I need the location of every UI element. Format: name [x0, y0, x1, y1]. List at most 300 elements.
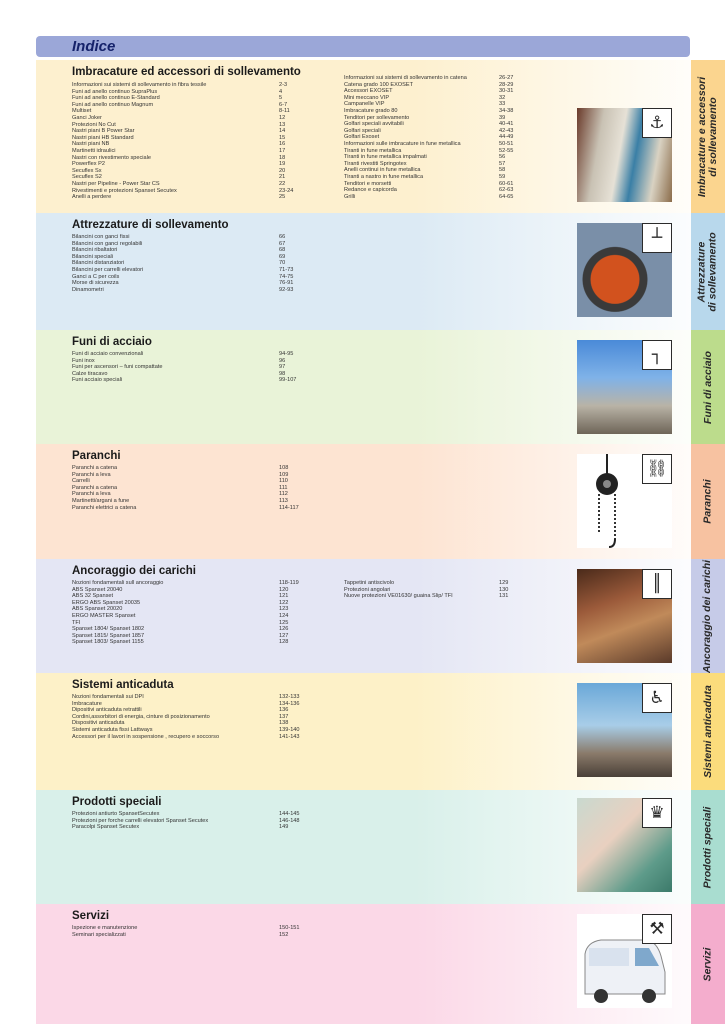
- index-entry[interactable]: [72, 274, 329, 281]
- index-entry-page: 94-95: [279, 351, 294, 357]
- index-entry[interactable]: [72, 824, 329, 831]
- index-entry-label: Dispositivi anticaduta: [72, 720, 125, 727]
- index-entry-page: 18: [279, 154, 286, 161]
- section-side-tab[interactable]: [691, 559, 725, 673]
- index-section: [36, 444, 725, 559]
- index-entry[interactable]: [344, 148, 549, 155]
- index-entry-page: 50-51: [499, 140, 514, 147]
- index-entry-label: Anelli a perdere: [72, 194, 112, 201]
- index-entry[interactable]: [72, 247, 329, 254]
- section-title: Attrezzature di sollevamento: [72, 219, 229, 231]
- index-entry-page: 42-43: [499, 127, 514, 134]
- index-entry-page: 128: [279, 639, 289, 646]
- index-entry-page: 56: [499, 154, 506, 161]
- index-entry-label: Protezioni No Cut: [72, 121, 116, 128]
- index-entry[interactable]: [72, 485, 329, 492]
- index-entry[interactable]: [344, 194, 549, 201]
- index-entry-page: 8-11: [279, 108, 290, 115]
- index-entry-page: 122: [279, 599, 289, 606]
- index-entry[interactable]: [72, 932, 329, 939]
- index-entry-list: [72, 694, 329, 740]
- index-entry-label: Nuove protezioni VE01630/ guaina Slip/ TFI: [344, 593, 453, 600]
- index-entry-page: 141-143: [279, 733, 300, 740]
- index-entry-label: Tiranti in fune metallica: [344, 147, 402, 154]
- index-entry-label: Funi ad anello continuo SupraPlus: [72, 88, 158, 95]
- index-entry[interactable]: [344, 128, 549, 135]
- index-entry-label: Campanelle VIP: [344, 101, 385, 108]
- index-entry-page: 134-136: [279, 700, 300, 707]
- index-entry-label: Golfari Exoset: [344, 134, 380, 141]
- index-entry-page: 17: [279, 147, 286, 154]
- index-entry-page: 124: [279, 612, 289, 619]
- index-section: [36, 330, 725, 444]
- index-entry-label: Spanset 1815/ Spanset 1857: [72, 632, 145, 639]
- index-entry-page: 25: [279, 194, 286, 201]
- index-entry[interactable]: [72, 734, 329, 741]
- index-entry-list: [72, 351, 329, 384]
- index-entry[interactable]: [72, 181, 329, 188]
- index-entry-page: 40-41: [499, 121, 514, 128]
- index-entry[interactable]: [72, 102, 329, 109]
- index-entry-label: Spanset 1803/ Spanset 1155: [72, 639, 144, 646]
- index-entry-label: Dinamometri: [72, 286, 104, 293]
- index-entry[interactable]: [344, 167, 549, 174]
- index-entry-page: 129: [499, 580, 509, 586]
- index-entry-label: Nozioni fondamentali sull ancoraggio: [72, 580, 164, 586]
- index-entry-label: Protezioni per forche carrelli elevatori Spanset Secutex: [72, 817, 209, 824]
- chain-hoist-photo: [577, 454, 672, 548]
- index-entry[interactable]: [72, 639, 329, 646]
- index-entry[interactable]: [72, 108, 329, 115]
- index-entry-list: [72, 82, 329, 201]
- index-entry[interactable]: [72, 371, 329, 378]
- index-entry-label: Nastri piani NB: [72, 141, 110, 148]
- index-entry[interactable]: [72, 491, 329, 498]
- index-entry-page: 67: [279, 240, 286, 247]
- index-entry-list: [72, 234, 329, 293]
- index-entry[interactable]: [344, 161, 549, 168]
- index-entry[interactable]: [344, 187, 549, 194]
- index-entry-page: 39: [499, 114, 506, 121]
- index-entry-label: Bilancini ribaltatori: [72, 247, 118, 254]
- index-entry-label: Ispezione e manutenzione: [72, 925, 138, 931]
- index-entry-page: 138: [279, 720, 289, 727]
- index-entry-label: TFI: [72, 619, 81, 626]
- index-entry-label: Martinetti idraulici: [72, 147, 116, 154]
- crane-icon: ┐: [642, 340, 672, 370]
- index-entry-label: Dipositivi anticaduta retrattili: [72, 707, 142, 714]
- index-entry-page: 71-73: [279, 266, 294, 273]
- index-entry-label: Tenditori per sollevamento: [344, 114, 410, 121]
- index-entry-page: 70: [279, 260, 286, 267]
- index-entry-label: Tiranti rivestiti Springotex: [344, 160, 407, 167]
- index-entry[interactable]: [72, 707, 329, 714]
- index-entry[interactable]: [72, 478, 329, 485]
- index-entry[interactable]: [72, 600, 329, 607]
- index-entry[interactable]: [344, 134, 549, 141]
- index-entry-label: Redance e capicorda: [344, 187, 397, 194]
- index-entry-page: 126: [279, 626, 289, 633]
- index-entry-label: Rivestimenti e protezioni Spanset Secutex: [72, 187, 177, 194]
- index-entry-list: [72, 925, 329, 938]
- index-entry[interactable]: [72, 613, 329, 620]
- index-entry[interactable]: [72, 505, 329, 512]
- index-entry-page: 98: [279, 370, 286, 377]
- index-entry[interactable]: [72, 89, 329, 96]
- index-entry[interactable]: [344, 181, 549, 188]
- index-entry-page: 111: [279, 484, 288, 491]
- cargo-lashing-photo: [577, 569, 672, 663]
- index-entry-label: Paracolpi Spanset Secutex: [72, 824, 140, 831]
- index-entry[interactable]: [72, 148, 329, 155]
- index-entry[interactable]: [72, 580, 329, 587]
- index-entry-page: 76-91: [279, 280, 294, 287]
- index-entry[interactable]: [72, 593, 329, 600]
- index-entry-label: Golfari speciali avvitabili: [344, 121, 404, 128]
- index-entry[interactable]: [72, 351, 329, 358]
- index-entry[interactable]: [72, 174, 329, 181]
- index-entry[interactable]: [72, 287, 329, 294]
- index-entry[interactable]: [344, 174, 549, 181]
- index-entry[interactable]: [72, 498, 329, 505]
- index-entry-label: Tenditori e morsetti: [344, 180, 392, 187]
- index-entry[interactable]: [72, 115, 329, 122]
- index-entry-label: Imbracature: [72, 700, 102, 707]
- index-entry-label: ABS Spanset 20020: [72, 606, 123, 613]
- index-section: [36, 60, 725, 213]
- index-entry-label: Catena grado 100 EXOSET: [344, 81, 414, 88]
- index-entry-label: Golfari speciali: [344, 127, 381, 134]
- index-entry-page: 130: [499, 586, 509, 593]
- index-entry-label: Informazioni sulle imbracature in fune metallica: [344, 140, 461, 147]
- index-entry-label: Bilancini speciali: [72, 253, 114, 260]
- index-entry[interactable]: [72, 701, 329, 708]
- index-entry-label: Bilancini con ganci regolabili: [72, 240, 143, 247]
- top-hat-icon: ♛: [642, 798, 672, 828]
- index-entry-label: Nastri per Pipeline - Power Star CS: [72, 180, 160, 187]
- index-entry-label: Paranchi a leva: [72, 491, 111, 498]
- index-entry[interactable]: [72, 254, 329, 261]
- index-entry-page: 113: [279, 497, 288, 504]
- lashing-icon: ║: [642, 569, 672, 599]
- spreader-beam-icon: ┴: [642, 223, 672, 253]
- index-entry[interactable]: [344, 115, 549, 122]
- index-entry-page: 150-151: [279, 925, 300, 931]
- index-entry[interactable]: [72, 633, 329, 640]
- index-entry[interactable]: [72, 925, 329, 932]
- index-entry-label: Accessori EXOSET: [344, 88, 393, 95]
- page-title: Indice: [72, 38, 116, 55]
- index-entry[interactable]: [72, 587, 329, 594]
- index-entry[interactable]: [72, 141, 329, 148]
- index-entry-page: 69: [279, 253, 286, 260]
- index-entry-page: 127: [279, 632, 289, 639]
- index-entry-label: Paranchi elettrici a catena: [72, 504, 137, 511]
- index-entry[interactable]: [72, 161, 329, 168]
- index-entry[interactable]: [72, 188, 329, 195]
- index-entry-page: 2-3: [279, 82, 288, 88]
- index-entry-label: ABS 32 Spanset: [72, 593, 114, 600]
- index-entry-label: Grilli: [344, 193, 356, 200]
- index-entry-label: Funi acciaio speciali: [72, 377, 123, 384]
- index-entry-page: 22: [279, 180, 286, 187]
- index-entry-page: 68: [279, 247, 286, 254]
- index-entry-label: Nastri con rivestimento speciale: [72, 154, 151, 161]
- index-entry-page: 4: [279, 88, 283, 95]
- section-title: Prodotti speciali: [72, 796, 162, 808]
- index-entry-label: Funi inox: [72, 357, 95, 364]
- index-entry[interactable]: [344, 154, 549, 161]
- index-entry[interactable]: [344, 108, 549, 115]
- hoist-icon: ⛓: [642, 454, 672, 484]
- index-entry[interactable]: [72, 727, 329, 734]
- index-entry-label: Nozioni fondamentali sui DPI: [72, 694, 144, 700]
- section-side-tab[interactable]: [691, 790, 725, 904]
- index-entry[interactable]: [72, 82, 329, 89]
- index-entry-page: 110: [279, 478, 288, 485]
- index-entry-page: 108: [279, 465, 289, 471]
- index-entry-page: 6-7: [279, 101, 288, 108]
- index-entry-page: 149: [279, 824, 289, 831]
- section-side-tab[interactable]: [691, 904, 725, 1024]
- section-side-tab-label: Paranchi: [701, 479, 714, 524]
- index-entry[interactable]: [344, 82, 549, 89]
- index-entry[interactable]: [72, 155, 329, 162]
- index-entry-list: [344, 580, 549, 600]
- index-entry[interactable]: [72, 260, 329, 267]
- index-entry[interactable]: [344, 88, 549, 95]
- index-entry[interactable]: [72, 358, 329, 365]
- index-entry[interactable]: [72, 135, 329, 142]
- section-side-tab-label: Prodotti speciali: [701, 806, 714, 888]
- index-entry-page: 96: [279, 357, 286, 364]
- index-entry-label: Funi di acciaio convenzionali: [72, 351, 144, 357]
- index-entry-page: 15: [279, 134, 286, 141]
- section-side-tab-label: Ancoraggio dei carichi: [701, 559, 714, 673]
- index-entry[interactable]: [72, 194, 329, 201]
- index-entry[interactable]: [72, 95, 329, 102]
- index-entry-page: 57: [499, 160, 506, 167]
- index-entry-page: 136: [279, 707, 289, 714]
- index-entry-page: 16: [279, 141, 286, 148]
- index-entry[interactable]: [72, 377, 329, 384]
- index-entry-page: 62-63: [499, 187, 514, 194]
- index-entry-label: Secuflex S2: [72, 174, 102, 181]
- index-entry[interactable]: [72, 694, 329, 701]
- section-title: Servizi: [72, 910, 110, 922]
- section-title: Funi di acciaio: [72, 336, 152, 348]
- index-entry[interactable]: [72, 267, 329, 274]
- index-entry-label: Ganci Joker: [72, 114, 102, 121]
- section-title: Imbracature ed accessori di sollevamento: [72, 66, 301, 78]
- index-entry-label: ABS Spanset 20040: [72, 586, 123, 593]
- index-entry-page: 32: [499, 94, 506, 101]
- index-entry-label: Funi ad anello continuo E-Standard: [72, 95, 160, 102]
- index-entry-label: Funi ad anello continuo Magnum: [72, 101, 154, 108]
- index-entry-label: Imbracature grado 80: [344, 107, 398, 114]
- index-entry-label: Multiset: [72, 108, 92, 115]
- index-entry-page: 114-117: [279, 504, 299, 511]
- index-entry[interactable]: [344, 141, 549, 148]
- index-entry[interactable]: [72, 606, 329, 613]
- index-entry[interactable]: [72, 626, 329, 633]
- index-entry-label: Nastri piani B Power Star: [72, 128, 135, 135]
- index-entry-label: Informazioni sui sistemi di sollevamento in fibra tessile: [72, 82, 207, 88]
- index-entry-page: 109: [279, 471, 289, 478]
- index-entry-label: Bilancini con ganci fissi: [72, 234, 130, 240]
- index-entry[interactable]: [344, 95, 549, 102]
- index-entry[interactable]: [72, 241, 329, 248]
- index-entry-label: Protezioni angolari: [344, 586, 391, 593]
- section-side-tab[interactable]: [691, 673, 725, 790]
- index-entry-label: Tiranti a nastro in fune metallica: [344, 173, 424, 180]
- service-van-photo: [577, 914, 672, 1008]
- index-entry-page: 20: [279, 167, 286, 174]
- index-entry-page: 26-27: [499, 75, 514, 81]
- index-entry-label: Mini meccano VIP: [344, 94, 390, 101]
- index-entry-page: 144-145: [279, 811, 300, 817]
- index-entry-label: Sistemi anticaduta fissi Lattways: [72, 726, 153, 733]
- index-entry[interactable]: [72, 472, 329, 479]
- index-entry-page: 28-29: [499, 81, 514, 88]
- index-entry[interactable]: [72, 818, 329, 825]
- index-entry[interactable]: [72, 364, 329, 371]
- index-entry-label: Funi per ascensori – funi compattate: [72, 364, 163, 371]
- index-section: [36, 673, 725, 790]
- construction-crane-photo: [577, 340, 672, 434]
- section-title: Ancoraggio dei carichi: [72, 565, 196, 577]
- index-entry-page: 19: [279, 161, 286, 168]
- index-entry[interactable]: [72, 465, 329, 472]
- index-entry-page: 64-65: [499, 193, 514, 200]
- index-entry-page: 66: [279, 234, 286, 240]
- section-title: Sistemi anticaduta: [72, 679, 174, 691]
- index-entry-page: 21: [279, 174, 286, 181]
- section-side-tab-label: Funi di acciaio: [701, 350, 714, 424]
- index-entry-label: Morse di sicurezza: [72, 280, 119, 287]
- index-title-bar: [36, 36, 690, 57]
- index-entry-list: [344, 75, 549, 200]
- index-entry-label: Bilancini distanziatori: [72, 260, 125, 267]
- hook-icon: ⚓: [642, 108, 672, 138]
- index-entry-page: 33: [499, 101, 506, 108]
- protective-sleeve-photo: [577, 798, 672, 892]
- index-entry-page: 14: [279, 128, 286, 135]
- index-entry[interactable]: [72, 280, 329, 287]
- index-entry[interactable]: [72, 714, 329, 721]
- index-entry-page: 23-24: [279, 187, 294, 194]
- index-entry-page: 137: [279, 713, 289, 720]
- index-entry[interactable]: [72, 168, 329, 175]
- index-entry-label: Informazioni sui sistemi di sollevamento in catena: [344, 75, 467, 81]
- index-entry-label: Seminari specializzati: [72, 931, 126, 938]
- section-side-tab-label: Imbracature e accessori di sollevamento: [696, 76, 719, 197]
- index-entry-label: Nastri piani HB Standard: [72, 134, 134, 141]
- index-entry-page: 5: [279, 95, 283, 102]
- index-section: [36, 790, 725, 904]
- index-section: [36, 559, 725, 673]
- index-entry-label: Ganci a C per coils: [72, 273, 120, 280]
- index-entry-label: Cordini,assorbitori di energia, cinture di posizionamento: [72, 713, 210, 720]
- index-entry-page: 12: [279, 114, 286, 121]
- section-side-tab[interactable]: [691, 60, 725, 213]
- index-entry-page: 139-140: [279, 726, 300, 733]
- index-entry-page: 34-38: [499, 107, 514, 114]
- section-side-tab-label: Sistemi anticaduta: [701, 685, 714, 778]
- index-entry-label: Carrelli: [72, 478, 90, 485]
- index-entry[interactable]: [72, 811, 329, 818]
- index-entry[interactable]: [344, 121, 549, 128]
- section-side-tab[interactable]: [691, 330, 725, 444]
- lifting-clamp-photo: [577, 223, 672, 317]
- index-entry-label: Martinetti/argani a fune: [72, 497, 130, 504]
- index-entry-list: [72, 580, 329, 646]
- index-entry-page: 131: [499, 593, 509, 600]
- index-entry-label: Bilancini per carrelli elevatori: [72, 266, 144, 273]
- index-entry-page: 58: [499, 167, 506, 174]
- index-entry-page: 74-75: [279, 273, 294, 280]
- tools-icon: ⚒: [642, 914, 672, 944]
- index-entry-label: Paranchi a catena: [72, 484, 118, 491]
- index-entry-label: ERGO ABS Spanset 20035: [72, 599, 141, 606]
- index-entry-label: Tappetini antiscivolo: [344, 580, 395, 586]
- index-entry[interactable]: [72, 234, 329, 241]
- index-entry-label: ERGO MASTER Spanset: [72, 612, 136, 619]
- harness-worker-photo: [577, 683, 672, 777]
- index-entry-page: 152: [279, 931, 289, 938]
- webbing-slings-photo: [577, 108, 672, 202]
- index-entry-label: Paranchi a catena: [72, 465, 118, 471]
- index-entry[interactable]: [344, 580, 549, 587]
- index-entry-page: 146-148: [279, 817, 300, 824]
- index-entry[interactable]: [72, 122, 329, 129]
- index-entry-list: [72, 811, 329, 831]
- index-entry[interactable]: [344, 101, 549, 108]
- index-entry-label: Secuflex Sx: [72, 167, 102, 174]
- index-entry-list: [72, 465, 329, 511]
- index-entry-page: 52-55: [499, 147, 514, 154]
- index-entry-label: Paranchi a leva: [72, 471, 111, 478]
- index-entry-label: Spanset 1804/ Spanset 1802: [72, 626, 145, 633]
- index-entry[interactable]: [344, 587, 549, 594]
- index-entry[interactable]: [72, 128, 329, 135]
- index-entry[interactable]: [344, 75, 549, 82]
- index-entry-page: 97: [279, 364, 286, 371]
- index-section: [36, 904, 725, 1024]
- index-entry-label: Anelli continui in fune metallica: [344, 167, 421, 174]
- section-side-tab[interactable]: [691, 213, 725, 330]
- index-entry-page: 59: [499, 173, 506, 180]
- index-entry-label: Tiranti in fune metallica impalmati: [344, 154, 427, 161]
- index-entry-label: Protezioni antiurto SpansetSecutex: [72, 811, 160, 817]
- section-side-tab[interactable]: [691, 444, 725, 559]
- index-entry-page: 44-49: [499, 134, 514, 141]
- index-entry-page: 112: [279, 491, 288, 498]
- section-side-tab-label: Servizi: [701, 947, 714, 981]
- index-entry-page: 125: [279, 619, 289, 626]
- index-entry-page: 99-107: [279, 377, 297, 384]
- index-entry-page: 123: [279, 606, 289, 613]
- fall-arrest-icon: ♿: [642, 683, 672, 713]
- index-entry[interactable]: [344, 593, 549, 600]
- section-title: Paranchi: [72, 450, 121, 462]
- index-entry-page: 121: [279, 593, 289, 600]
- index-entry[interactable]: [72, 620, 329, 627]
- index-entry-label: Calze tiracavo: [72, 370, 108, 377]
- index-entry[interactable]: [72, 720, 329, 727]
- index-entry-page: 120: [279, 586, 289, 593]
- index-entry-page: 132-133: [279, 694, 300, 700]
